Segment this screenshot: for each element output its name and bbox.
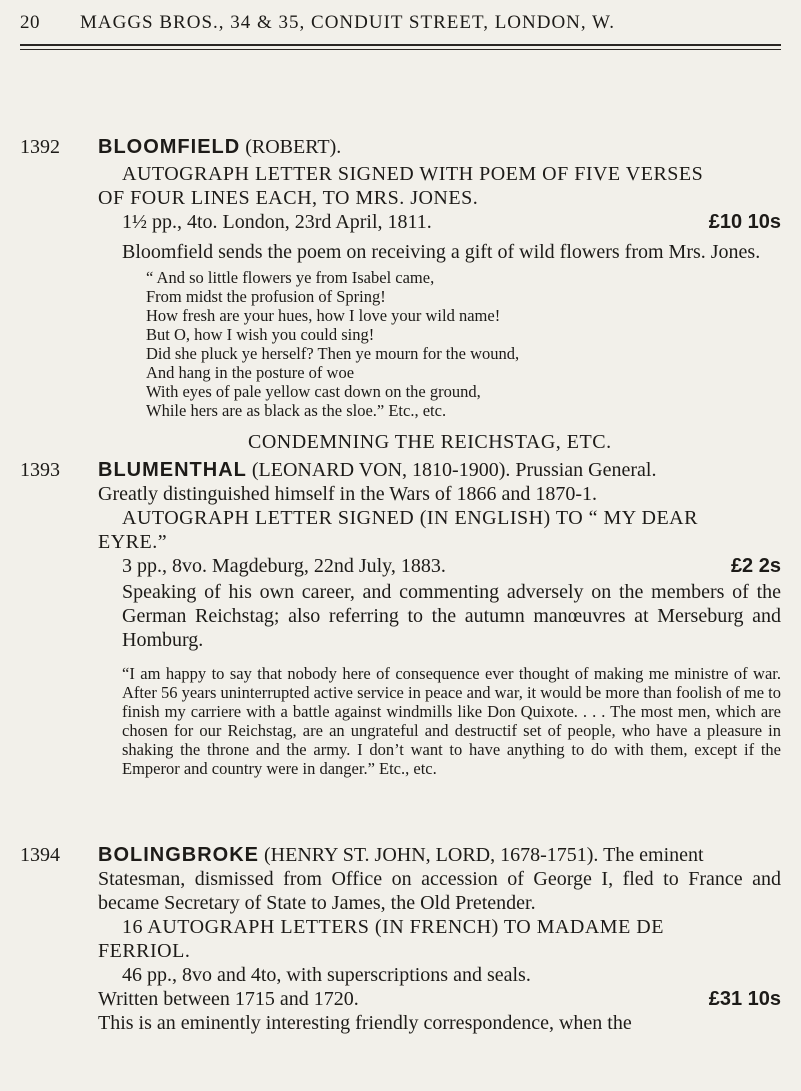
poem-line: How fresh are your hues, how I love your wild name! <box>146 306 501 325</box>
lot-1394 <box>20 843 781 1035</box>
poem-line: “ And so little flowers ye from Isabel came, <box>146 268 435 287</box>
lot-1392 <box>20 135 781 420</box>
lot-note: This is an eminently interesting friendly correspondence, when the <box>98 1012 632 1034</box>
poem-line: From midst the profusion of Spring! <box>146 287 386 306</box>
lot-intro: Statesman, dismissed from Office on accession of George I, fled to France and became Secretary of State to James, the Old Pretender. <box>98 868 781 914</box>
lot-name: BLUMENTHAL <box>98 459 247 481</box>
lot-details-row <box>98 987 781 1011</box>
lot-name: BOLINGBROKE <box>98 844 259 866</box>
lot-note: Bloomfield sends the poem on receiving a gift of wild flowers from Mrs. Jones. <box>122 241 761 263</box>
lot-intro: Greatly distinguished himself in the Wars of 1866 and 1870-1. <box>98 483 598 505</box>
poem-line: But O, how I wish you could sing! <box>146 325 375 344</box>
lot-name: BLOOMFIELD <box>98 136 241 158</box>
lot-price: £10 10s <box>708 211 781 233</box>
poem-line: With eyes of pale yellow cast down on the ground, <box>146 382 481 401</box>
lot-subheading: CONDEMNING THE REICHSTAG, ETC. <box>248 431 612 453</box>
lot-description-2: FERRIOL. <box>98 940 191 962</box>
lot-details: 3 pp., 8vo. Magdeburg, 22nd July, 1883. <box>122 555 446 577</box>
lot-name-rest: (HENRY ST. JOHN, LORD, 1678-1751). The eminent <box>259 844 704 866</box>
lot-details-2: Written between 1715 and 1720. <box>98 988 359 1010</box>
lot-details: 1½ pp., 4to. London, 23rd April, 1811. <box>122 211 432 233</box>
lot-number: 1392 <box>20 136 60 158</box>
lot-price: £2 2s <box>730 555 781 577</box>
lot-quote: “I am happy to say that nobody here of consequence ever thought of making me ministre of war. After 56 years uninterrupted active service in peace and war, it would be more than foolish of me to finish my carriere with a battle against windmills like Don Quixote. . . . The most men, which are chosen for our Reichstag, are an ungrateful and destructif set of people, who have a pleasure in shaking the throne and the army. I don’t want to have anything to do with them, except if the Emperor and country were in danger.” Etc., etc. <box>122 664 781 778</box>
lot-description-2: EYRE.” <box>98 531 168 553</box>
lot-details-row <box>98 210 781 234</box>
lot-heading <box>98 843 781 867</box>
lot-heading <box>98 135 781 159</box>
lot-note: Speaking of his own career, and commenting adversely on the members of the German Reichstag; also referring to the autumn manœuvres at Merseburg and Homburg. <box>122 581 781 651</box>
poem-line: Did she pluck ye herself? Then ye mourn for the wound, <box>146 344 520 363</box>
running-title: MAGGS BROS., 34 & 35, CONDUIT STREET, LONDON, W. <box>80 12 615 33</box>
lot-number: 1393 <box>20 459 60 481</box>
lot-name-rest: (LEONARD VON, 1810-1900). Prussian General. <box>246 459 657 481</box>
lot-poem <box>98 268 781 420</box>
poem-line: And hang in the posture of woe <box>146 363 355 382</box>
lot-price: £31 10s <box>708 988 781 1010</box>
lot-details-row <box>98 554 781 578</box>
header-rule-thin <box>20 49 781 50</box>
lot-heading <box>98 458 781 482</box>
lot-number: 1394 <box>20 844 60 866</box>
header-rule <box>20 44 781 46</box>
lot-description-2: OF FOUR LINES EACH, TO MRS. JONES. <box>98 187 479 209</box>
lot-1393 <box>20 430 781 778</box>
lot-description-1: AUTOGRAPH LETTER SIGNED (IN ENGLISH) TO “ MY DEAR <box>122 507 698 529</box>
lot-description-1: 16 AUTOGRAPH LETTERS (IN FRENCH) TO MADAME DE <box>122 916 664 938</box>
lot-name-rest: (ROBERT). <box>240 136 342 158</box>
page-header <box>20 12 781 34</box>
lot-description-1: AUTOGRAPH LETTER SIGNED WITH POEM OF FIVE VERSES <box>122 163 704 185</box>
page-number: 20 <box>20 12 40 33</box>
lot-details: 46 pp., 8vo and 4to, with superscriptions and seals. <box>122 964 531 986</box>
poem-line: While hers are as black as the sloe.” Etc., etc. <box>146 401 447 420</box>
